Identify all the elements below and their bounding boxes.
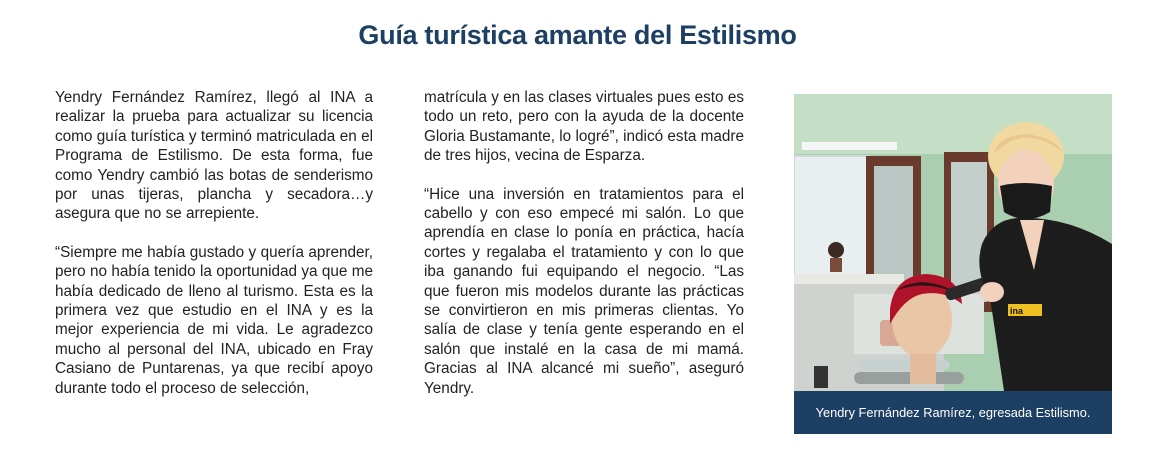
paragraph: matrícula y en las clases virtuales pues esto es todo un reto, pero con la ayuda de la docente Gloria Bustamante, lo logré”, indicó esta madre de tres hijos, vecina de Esparza. (424, 89, 744, 165)
article-title: Guía turística amante del Estilismo (358, 20, 797, 50)
paragraph: “Siempre me había gustado y quería aprender, pero no había tenido la oportunidad ya que me había dedicado de lleno al turismo. Esta es la primera vez que estudio en el INA y es la mejor experiencia de mi vida. Le agradezco mucho al personal del INA, ubicado en Fray Casiano de Puntarenas, ya que recibí apoyo durante todo el proceso de selección, (55, 243, 373, 397)
stylist-photo (794, 94, 1112, 391)
text-column-1 (55, 88, 373, 417)
text-column-2 (424, 88, 744, 417)
photo-illustration (794, 94, 1112, 391)
paragraph: “Hice una inversión en tratamientos para el cabello y con eso empecé mi salón. Lo que aprendía en clase lo ponía en práctica, hacía cortes y regalaba el tratamiento y con lo que iba ganando fui equipando el negocio. “Las que fueron mis modelos durante las prácticas se convirtieron en mis primeras clientas. Yo salía de clase y tenía gente esperando en el salón que instalé en la casa de mi mamá. Gracias al INA alcancé mi sueño”, aseguró Yendry. (424, 185, 744, 397)
photo-caption: Yendry Fernández Ramírez, egresada Estilismo. (794, 391, 1112, 434)
shirt-logo: ina (1010, 306, 1024, 316)
paragraph: Yendry Fernández Ramírez, llegó al INA a realizar la prueba para actualizar su licencia como guía turística y terminó matriculada en el Programa de Estilismo. De esta forma, fue como Yendry cambió las botas de senderismo por unas tijeras, plancha y secadora…y asegura que no se arrepiente. (55, 89, 373, 223)
